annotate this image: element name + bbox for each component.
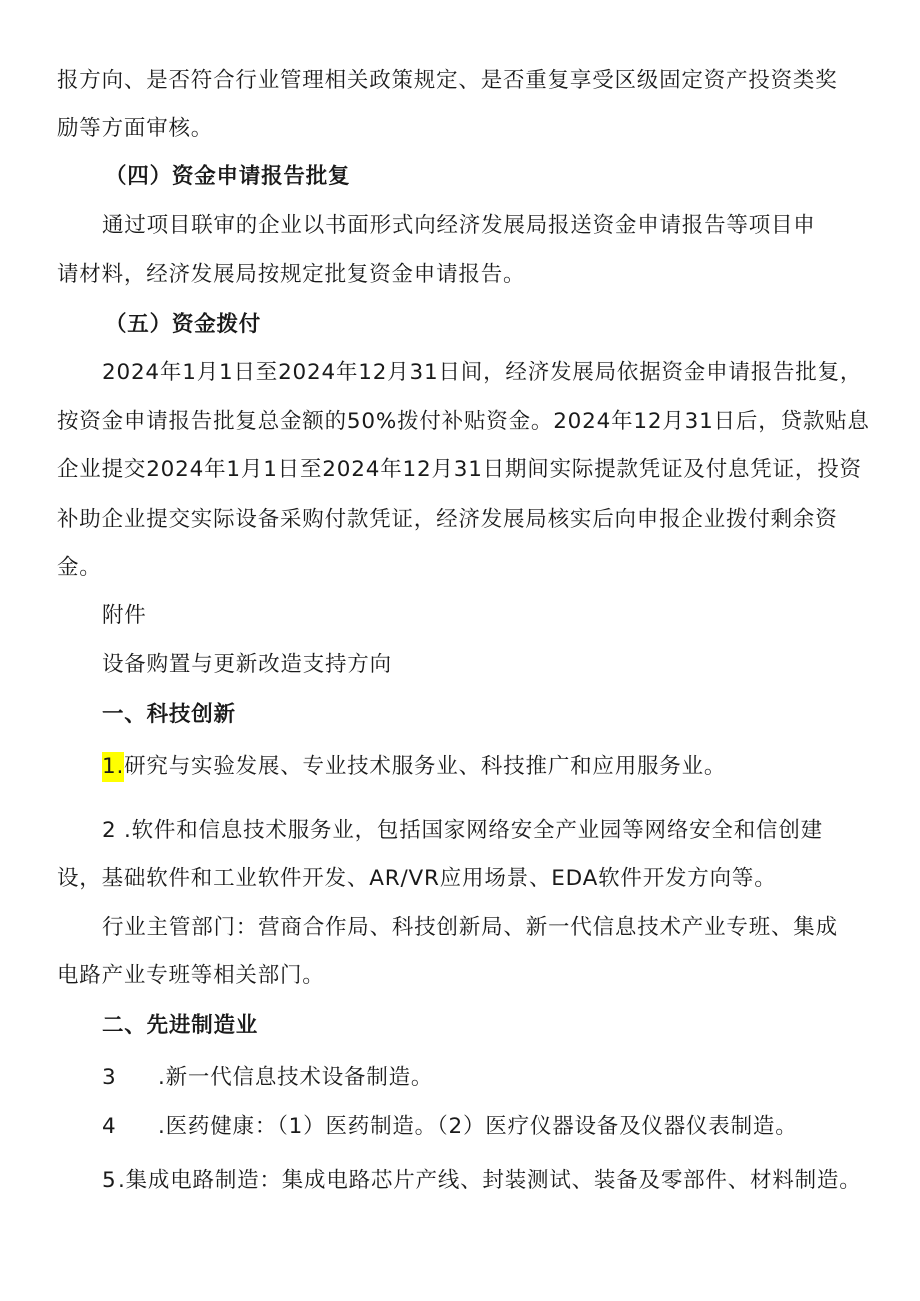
list-item-continuation: 设，基础软件和工业软件开发、AR/VR应用场景、EDA软件开发方向等。	[57, 866, 777, 891]
list-item-text: .软件和信息技术服务业，包括国家网络安全产业园等网络安全和信创建	[124, 818, 823, 843]
list-item-number: 4	[102, 1114, 117, 1139]
list-item-number: 5	[102, 1168, 117, 1193]
paragraph-line: 行业主管部门：营商合作局、科技创新局、新一代信息技术产业专班、集成	[102, 915, 838, 940]
paragraph-line: 请材料，经济发展局按规定批复资金申请报告。	[57, 262, 526, 287]
list-item-number: 2	[102, 818, 117, 843]
paragraph-line: 按资金申请报告批复总金额的50%拨付补贴资金。2024年12月31日后，贷款贴息	[57, 409, 870, 434]
paragraph-line: 通过项目联审的企业以书面形式向经济发展局报送资金申请报告等项目申	[102, 213, 816, 238]
category-heading: 二、先进制造业	[102, 1013, 259, 1038]
paragraph-line: 励等方面审核。	[57, 116, 214, 141]
category-heading: 一、科技创新	[102, 702, 236, 727]
attachment-label: 附件	[102, 603, 147, 628]
list-item	[102, 1063, 880, 1093]
section-heading: （四）资金申请报告批复	[105, 164, 351, 189]
paragraph-line: 补助企业提交实际设备采购付款凭证，经济发展局核实后向申报企业拨付剩余资	[57, 507, 838, 532]
paragraph-line: 金。	[57, 555, 102, 580]
list-item-text: .新一代信息技术设备制造。	[158, 1065, 434, 1090]
list-item-number: 3	[102, 1065, 117, 1090]
list-item	[102, 816, 880, 846]
list-item	[102, 1112, 880, 1142]
list-item-text: .集成电路制造：集成电路芯片产线、封装测试、装备及零部件、材料制造。	[118, 1168, 862, 1193]
paragraph-line: 企业提交2024年1月1日至2024年12月31日期间实际提款凭证及付息凭证，投资	[57, 457, 862, 482]
paragraph-line: 电路产业专班等相关部门。	[57, 963, 325, 988]
highlighted-item-number: 1.	[102, 752, 124, 782]
paragraph-line: 2024年1月1日至2024年12月31日间，经济发展局依据资金申请报告批复，	[102, 360, 863, 385]
list-item	[102, 1166, 900, 1196]
paragraph-line: 报方向、是否符合行业管理相关政策规定、是否重复享受区级固定资产投资类奖	[57, 68, 838, 93]
section-heading: （五）资金拨付	[105, 312, 262, 337]
list-item	[102, 752, 880, 782]
list-item-text: 研究与实验发展、专业技术服务业、科技推广和应用服务业。	[124, 754, 727, 779]
attachment-title: 设备购置与更新改造支持方向	[102, 652, 392, 677]
list-item-text: .医药健康：（1）医药制造。（2）医疗仪器设备及仪器仪表制造。	[158, 1114, 798, 1139]
